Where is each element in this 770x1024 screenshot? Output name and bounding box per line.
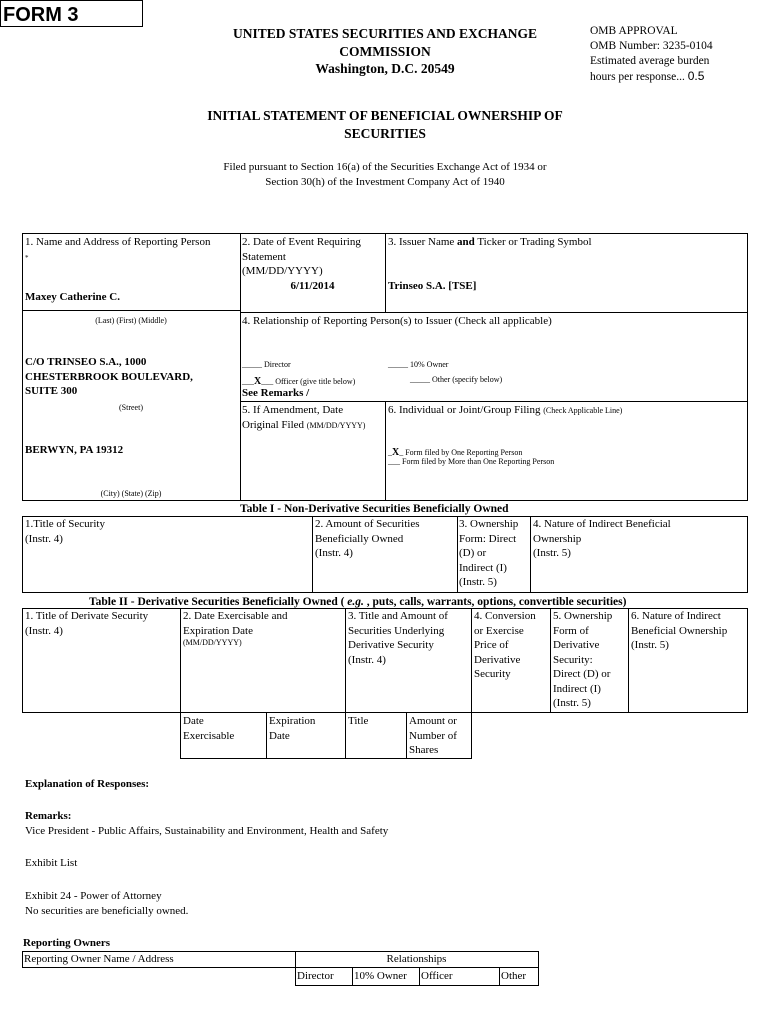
table1-col-title: 1.Title of Security (Instr. 4) (25, 518, 105, 545)
owners-sub-other: Other (501, 970, 527, 982)
table2-col-nature: 6. Nature of Indirect Beneficial Ownership (Instr. 5) (631, 610, 728, 652)
box6-label: 6. Individual or Joint/Group Filing (Check Applicable Line) (388, 404, 623, 416)
exhibit-list: Exhibit List (25, 857, 78, 869)
explanation-heading: Explanation of Responses: (25, 778, 150, 790)
form-title: INITIAL STATEMENT OF BENEFICIAL OWNERSHIP OF SECURITIES (207, 108, 563, 141)
officer-check-mark: X (254, 376, 262, 387)
table2-col-conversion: 4. Conversion or Exercise Price of Derivative Security (474, 610, 536, 681)
agency-line: UNITED STATES SECURITIES AND EXCHANGE (232, 26, 538, 41)
owners-col-relationships: Relationships (386, 953, 447, 965)
issuer-name: Trinseo S.A. [TSE] (388, 280, 477, 292)
table2-col-ownership-form: 5. Ownership Form of Derivative Security: Direct (D) or Indirect (I) (Instr. 5) (553, 610, 613, 710)
table2-col-dates: 2. Date Exercisable and Expiration Date (MM/DD/YYYY) (183, 610, 288, 648)
name-hint: (Last) (First) (Middle) (95, 316, 167, 325)
ten-percent-owner-checkbox[interactable]: _____ 10% Owner (388, 360, 449, 369)
city-state-zip: BERWYN, PA 19312 (25, 444, 124, 456)
table1-col-ownership-form: 3. Ownership Form: Direct (D) or Indirect (I) (Instr. 5) (459, 518, 519, 589)
owners-sub-officer: Officer (421, 970, 453, 982)
agency-line: COMMISSION (339, 43, 431, 59)
omb-approval: OMB APPROVAL OMB Number: 3235-0104 Estimated average burden hours per response... 0.5 (590, 25, 713, 83)
table2-caption: Table II - Derivative Securities Beneficially Owned ( e.g. , puts, calls, warrants, options, convertible securities) (89, 596, 627, 608)
box1-label: 1. Name and Address of Reporting Person * (25, 236, 211, 262)
event-date: 6/11/2014 (290, 280, 335, 292)
officer-title-remarks: See Remarks / (242, 387, 310, 399)
sub-amount-shares: Amount or Number of Shares (409, 715, 457, 757)
omb-hours: 0.5 (687, 68, 705, 83)
owners-sub-director: Director (297, 970, 334, 982)
table1-col-amount: 2. Amount of Securities Beneficially Owned (Instr. 4) (315, 518, 420, 560)
remarks-text: Vice President - Public Affairs, Sustainability and Environment, Health and Safety (25, 825, 389, 837)
box2-label: 2. Date of Event Requiring Statement (MM/DD/YYYY) (242, 236, 361, 278)
filed-by-multiple-checkbox[interactable]: ___ Form filed by More than One Reporting Person (388, 457, 555, 466)
director-checkbox[interactable]: _____ Director (242, 360, 291, 369)
other-checkbox[interactable]: _____ Other (specify below) (410, 375, 503, 384)
box5-label: 5. If Amendment, Date Original Filed (MM/DD/YYYY) (242, 404, 366, 431)
officer-checkbox[interactable]: ___X___ Officer (give title below) (242, 376, 356, 387)
table1-caption: Table I - Non-Derivative Securities Beneficially Owned (240, 503, 509, 515)
agency-header (200, 25, 570, 78)
table2-col-title: 1. Title of Derivate Security (Instr. 4) (25, 610, 149, 637)
table1-col-nature: 4. Nature of Indirect Beneficial Ownership (Instr. 5) (533, 518, 671, 560)
exhibit-24: Exhibit 24 - Power of Attorney (25, 890, 162, 902)
box4-label: 4. Relationship of Reporting Person(s) to Issuer (Check all applicable) (242, 315, 552, 327)
owners-sub-ten-percent: 10% Owner (354, 970, 407, 982)
reporting-address: C/O TRINSEO S.A., 1000 CHESTERBROOK BOULEVARD, SUITE 300 (25, 356, 193, 398)
reporting-owners-heading: Reporting Owners (23, 937, 111, 949)
reporting-person-name: Maxey Catherine C. (25, 291, 121, 303)
form-number-box: FORM 3 (0, 0, 143, 27)
remarks-heading: Remarks: (25, 810, 72, 822)
table2-col-underlying: 3. Title and Amount of Securities Underlying Derivative Security (Instr. 4) (348, 610, 448, 666)
filed-by-one-check-mark: X (392, 447, 400, 458)
sub-expiration-date: Expiration Date (269, 715, 316, 742)
box3-label: 3. Issuer Name and Ticker or Trading Symbol (388, 236, 592, 248)
owners-col-name: Reporting Owner Name / Address (24, 953, 174, 965)
filed-pursuant-text: Filed pursuant to Section 16(a) of the Securities Exchange Act of 1934 or Section 30(h) of the Investment Company Act of 1940 (223, 161, 547, 188)
sub-title: Title (348, 715, 369, 727)
street-hint: (Street) (119, 403, 143, 412)
no-securities-note: No securities are beneficially owned. (25, 905, 189, 917)
agency-line: Washington, D.C. 20549 (315, 61, 455, 77)
sub-date-exercisable: Date Exercisable (183, 715, 235, 742)
filed-by-one-checkbox[interactable]: _X_ Form filed by One Reporting Person (388, 447, 523, 458)
city-hint: (City) (State) (Zip) (100, 489, 162, 498)
asterisk-mark: * (25, 253, 29, 262)
